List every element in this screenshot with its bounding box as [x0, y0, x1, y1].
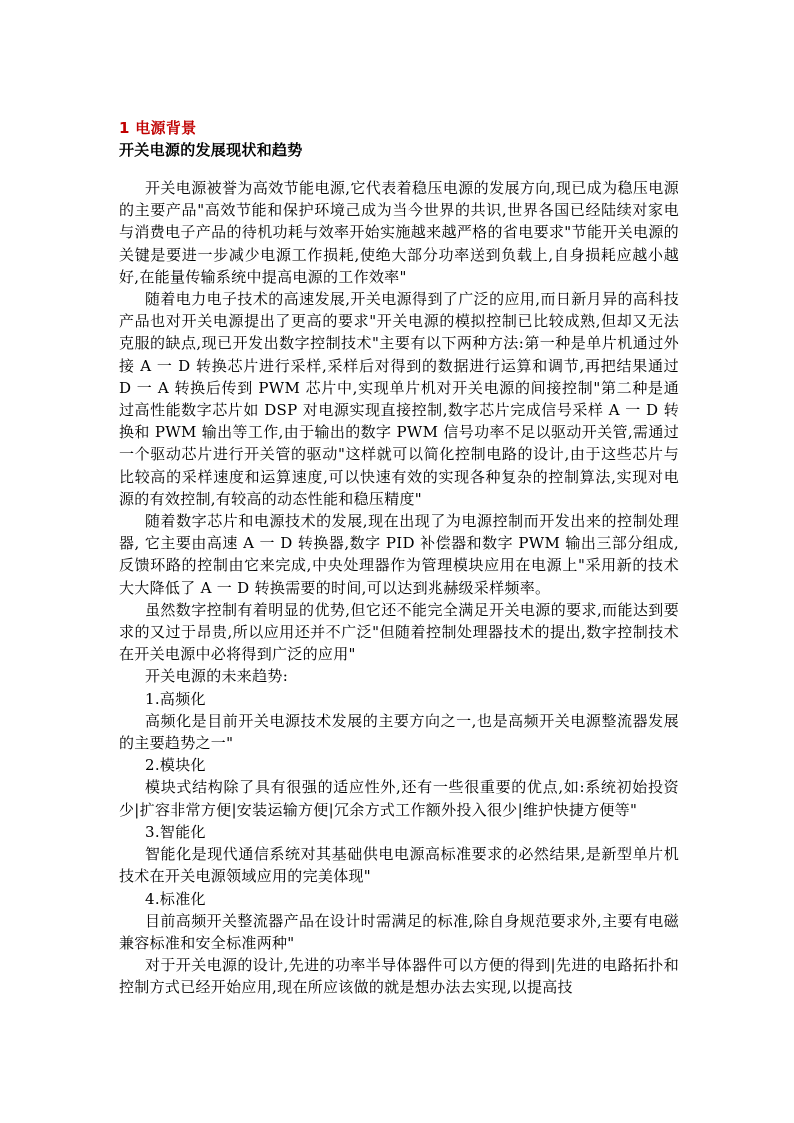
trend-heading: 1.高频化 [145, 689, 206, 708]
document-body [119, 117, 679, 999]
subheading: 开关电源的发展现状和趋势 [119, 141, 303, 159]
paragraph: 虽然数字控制有着明显的优势,但它还不能完全满足开关电源的要求,而能达到要求的又过于昂贵,所以应用还并不广泛"但随着控制处理器技术的提出,数字控制技术在开关电源中必将得到广泛的应用" [119, 600, 679, 664]
trends-intro: 开关电源的未来趋势: [145, 667, 289, 686]
paragraph: 开关电源被誉为高效节能电源,它代表着稳压电源的发展方向,现已成为稳压电源的主要产品"高效节能和保护环境己成为当今世界的共识,世界各国已经陆续对家电与消费电子产品的待机功耗与效率开始实施越来越严格的省电要求"节能开关电源的关键是要进一步减少电源工作损耗,使绝大部分功率送到负载上,自身损耗应越小越好,在能量传输系统中提高电源的工作效率" [119, 179, 679, 286]
closing-paragraph: 对于开关电源的设计,先进的功率半导体器件可以方便的得到|先进的电路拓扑和控制方式已经开始应用,现在所应该做的就是想办法去实现,以提高技 [119, 956, 679, 997]
trend-text: 模块式结构除了具有很强的适应性外,还有一些很重要的优点,如:系统初始投资少|扩容非常方便|安装运输方便|冗余方式工作额外投入很少|维护快捷方便等" [119, 778, 679, 819]
section-heading: 1 电源背景 [119, 119, 197, 137]
trend-heading: 4.标准化 [145, 889, 206, 908]
paragraph: 随着数字芯片和电源技术的发展,现在出现了为电源控制而开发出来的控制处理器, 它主要由高速 A 一 D 转换器,数字 PID 补偿器和数字 PWM 输出三部分组成,反馈环路的控制由它来完成,中央处理器作为管理模块应用在电源上"采用新的技术大大降低了 A 一 D 转换需要的时间,可以达到兆赫级采样频率。 [119, 512, 679, 597]
trend-heading: 2.模块化 [145, 756, 206, 775]
paragraph: 随着电力电子技术的高速发展,开关电源得到了广泛的应用,而日新月异的高科技产品也对开关电源提出了更高的要求"开关电源的模拟控制已比较成熟,但却又无法克服的缺点,现已开发出数字控制技术"主要有以下两种方法:第一种是单片机通过外接 A 一 D 转换芯片进行采样,采样后对得到的数据进行运算和调节,再把结果通过 D 一 A 转换后传到 PWM 芯片中,实现单片机对开关电源的间接控制"第二种是通过高性能数字芯片如 DSP 对电源实现直接控制,数字芯片完成信号采样 A 一 D 转换和 PWM 输出等工作,由于输出的数字 PWM 信号功率不足以驱动开关管,需通过一个驱动芯片进行开关管的驱动"这样就可以简化控制电路的设计,由于这些芯片与比较高的采样速度和运算速度,可以快速有效的实现各种复杂的控制算法,实现对电源的有效控制,有较高的动态性能和稳压精度" [119, 290, 679, 508]
trend-text: 目前高频开关整流器产品在设计时需满足的标准,除自身规范要求外,主要有电磁兼容标准和安全标准两种" [119, 911, 679, 952]
trend-text: 智能化是现代通信系统对其基础供电电源高标准要求的必然结果,是新型单片机技术在开关电源领域应用的完美体现" [119, 845, 679, 886]
trend-heading: 3.智能化 [145, 822, 206, 841]
trend-text: 高频化是目前开关电源技术发展的主要方向之一,也是高频开关电源整流器发展的主要趋势之一" [119, 711, 679, 753]
